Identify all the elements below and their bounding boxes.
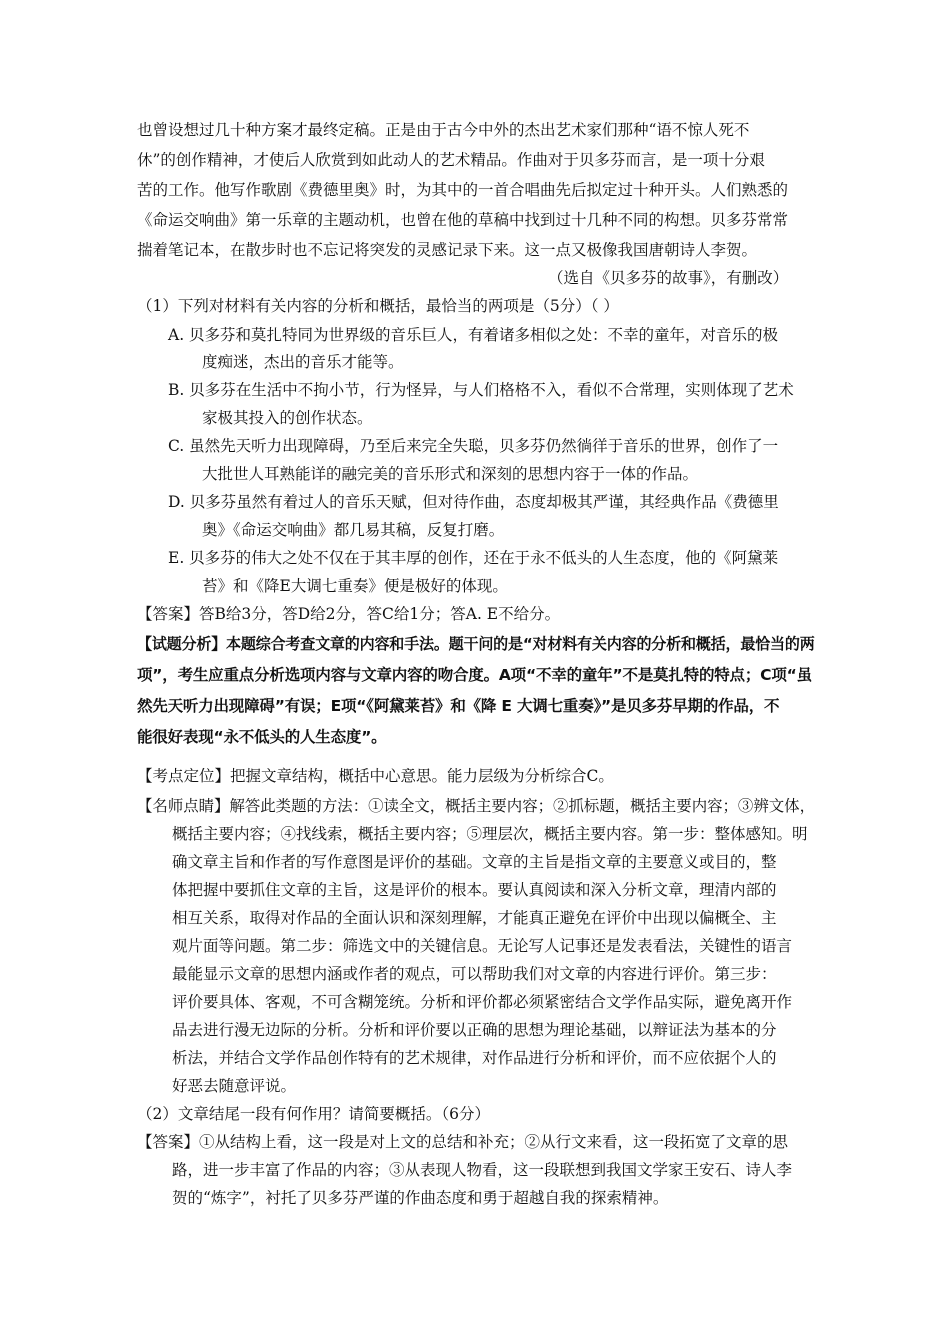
mingshi-line: 相互关系，取得对作品的全面认识和深刻理解，才能真正避免在评价中出现以偏概全、主 bbox=[172, 909, 777, 927]
kaodian-dingwei: 【考点定位】把握文章结构，概括中心意思。能力层级为分析综合C。 bbox=[137, 767, 614, 785]
option-a-line2: 度痴迷，杰出的音乐才能等。 bbox=[202, 353, 404, 371]
passage-line: 也曾设想过几十种方案才最终定稿。正是由于古今中外的杰出艺术家们那种“语不惊人死不 bbox=[137, 121, 750, 139]
mingshi-line: 体把握中要抓住文章的主旨，这是评价的根本。要认真阅读和深入分析文章，理清内部的 bbox=[172, 881, 777, 899]
option-b-line2: 家极其投入的创作状态。 bbox=[202, 409, 373, 427]
question-2-answer-line: 贺的“炼字”，衬托了贝多芬严谨的作曲态度和勇于超越自我的探索精神。 bbox=[172, 1189, 669, 1207]
option-e-line1: E. 贝多芬的伟大之处不仅在于其丰厚的创作，还在于永不低头的人生态度，他的《阿黛莱 bbox=[168, 549, 779, 567]
mingshi-line: 概括主要内容；④找线索，概括主要内容；⑤理层次，概括主要内容。第一步：整体感知。明 bbox=[172, 825, 808, 843]
analysis-line: 然先天听力出现障碍”有误；E项“《阿黛莱苔》和《降 E 大调七重奏》”是贝多芬早期的作品，不 bbox=[137, 697, 780, 715]
passage-line: 《命运交响曲》第一乐章的主题动机，也曾在他的草稿中找到过十几种不同的构想。贝多芬常常 bbox=[137, 211, 789, 229]
passage-line: 苦的工作。他写作歌剧《费德里奥》时，为其中的一首合唱曲先后拟定过十种开头。人们熟悉的 bbox=[137, 181, 789, 199]
question-2-answer-line: 路，进一步丰富了作品的内容；③从表现人物看，这一段联想到我国文学家王安石、诗人李 bbox=[172, 1161, 793, 1179]
mingshi-line: 析法，并结合文学作品创作特有的艺术规律，对作品进行分析和评价，而不应依据个人的 bbox=[172, 1049, 777, 1067]
option-c-line1: C. 虽然先天听力出现障碍，乃至后来完全失聪，贝多芬仍然徜徉于音乐的世界，创作了一 bbox=[168, 437, 779, 455]
analysis-line: 【试题分析】本题综合考查文章的内容和手法。题干问的是“对材料有关内容的分析和概括，最恰当的两 bbox=[137, 635, 815, 653]
option-c-line2: 大批世人耳熟能详的融完美的音乐形式和深刻的思想内容于一体的作品。 bbox=[202, 465, 699, 483]
option-b-line1: B. 贝多芬在生活中不拘小节，行为怪异，与人们格格不入，看似不合常理，实则体现了艺术 bbox=[168, 381, 794, 399]
question-2-stem: （2）文章结尾一段有何作用？请简要概括。（6分） bbox=[137, 1105, 490, 1123]
option-a-line1: A. 贝多芬和莫扎特同为世界级的音乐巨人，有着诸多相似之处：不幸的童年，对音乐的极 bbox=[168, 326, 779, 344]
mingshi-line: 好恶去随意评说。 bbox=[172, 1077, 297, 1095]
option-e-line2: 苔》和《降E大调七重奏》便是极好的体现。 bbox=[202, 577, 508, 595]
option-d-line1: D. 贝多芬虽然有着过人的音乐天赋，但对待作曲，态度却极其严谨，其经典作品《费德里 bbox=[168, 493, 779, 511]
mingshi-line: 确文章主旨和作者的写作意图是评价的基础。文章的主旨是指文章的主要意义或目的，整 bbox=[172, 853, 777, 871]
mingshi-line: 最能显示文章的思想内涵或作者的观点，可以帮助我们对文章的内容进行评价。第三步： bbox=[172, 965, 777, 983]
mingshi-line: 观片面等问题。第二步：筛选文中的关键信息。无论写人记事还是发表看法，关键性的语言 bbox=[172, 937, 793, 955]
question-2-answer-line: 【答案】①从结构上看，这一段是对上文的总结和补充；②从行文来看，这一段拓宽了文章的思 bbox=[137, 1133, 789, 1151]
passage-line: 揣着笔记本，在散步时也不忘记将突发的灵感记录下来。这一点又极像我国唐朝诗人李贺。 bbox=[137, 241, 758, 259]
passage-line: 休”的创作精神，才使后人欣赏到如此动人的艺术精品。作曲对于贝多芬而言，是一项十分艰 bbox=[137, 151, 765, 169]
mingshi-line: 【名师点睛】解答此类题的方法：①读全文，概括主要内容；②抓标题，概括主要内容；③辨文体， bbox=[137, 797, 815, 815]
analysis-line: 项”，考生应重点分析选项内容与文章内容的吻合度。A项“不幸的童年”不是莫扎特的特点；C项“虽 bbox=[137, 666, 812, 684]
analysis-line: 能很好表现“永不低头的人生态度”。 bbox=[137, 728, 387, 746]
mingshi-line: 品去进行漫无边际的分析。分析和评价要以正确的思想为理论基础，以辩证法为基本的分 bbox=[172, 1021, 777, 1039]
passage-source: （选自《贝多芬的故事》，有删改） bbox=[548, 269, 789, 287]
option-d-line2: 奥》《命运交响曲》都几易其稿，反复打磨。 bbox=[202, 521, 505, 539]
question-1-stem: （1）下列对材料有关内容的分析和概括，最恰当的两项是（5分）（ ） bbox=[137, 297, 619, 315]
mingshi-line: 评价要具体、客观，不可含糊笼统。分析和评价都必须紧密结合文学作品实际，避免离开作 bbox=[172, 993, 793, 1011]
question-1-answer: 【答案】答B给3分，答D给2分，答C给1分；答A. E不给分。 bbox=[137, 605, 561, 623]
